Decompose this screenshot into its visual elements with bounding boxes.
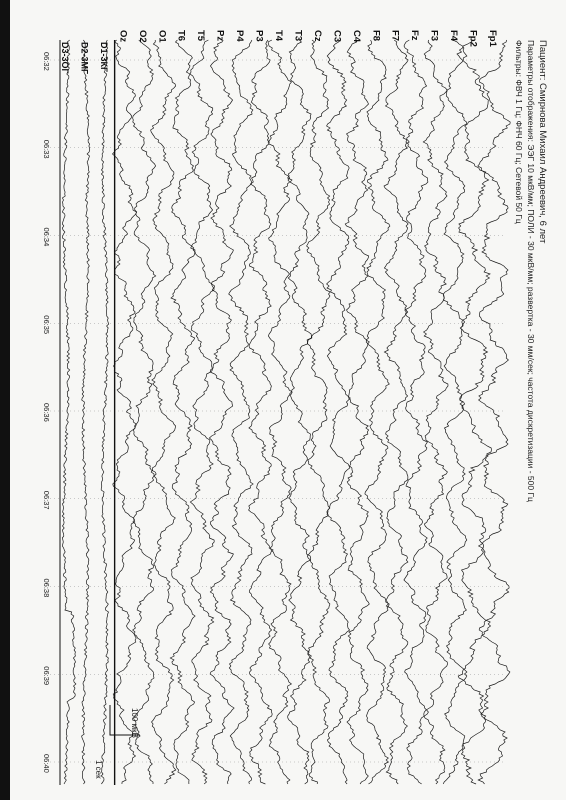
time-tick-label: 06:39 (42, 666, 51, 686)
trace-f4 (443, 40, 467, 784)
channel-label-t4: T4 (273, 30, 284, 42)
time-axis (42, 52, 51, 773)
channel-label-f4: F4 (448, 30, 460, 42)
channel-label-fp1: Fp1 (487, 30, 498, 47)
channel-label-f3: F3 (428, 30, 440, 42)
trace-t3 (288, 40, 312, 784)
channel-label-c3: C3 (331, 30, 343, 43)
channel-label-o2: O2 (136, 30, 148, 43)
filters-line: Фильтры: ФВЧ 1 Гц; ФНЧ 60 Гц; Сетевой 50 Гц (514, 40, 524, 224)
channel-label-oz: Oz (117, 30, 129, 43)
trace-o2 (133, 40, 157, 784)
channel-label-pz: Pz (214, 30, 226, 42)
time-tick-label: 06:35 (42, 315, 51, 335)
channel-label-f8: F8 (370, 30, 382, 42)
eeg-traces (60, 40, 510, 785)
trace-t4 (268, 40, 292, 784)
time-tick-label: 06:40 (42, 754, 51, 773)
trace-c4 (345, 40, 369, 784)
time-tick-label: 06:38 (42, 578, 51, 598)
time-tick-label: 06:33 (42, 139, 51, 159)
channel-label-p4: P4 (234, 30, 246, 42)
trace-f3 (423, 40, 448, 784)
channel-label-p3: P3 (253, 30, 265, 42)
trace-o1 (151, 40, 176, 784)
time-tick-label: 06:36 (42, 403, 51, 422)
channel-label-d1-3кг: D1-3КГ (98, 42, 109, 73)
trace-p3 (249, 40, 274, 784)
channel-label-cz: Cz (311, 30, 323, 42)
scale-label-time: 1 сек (94, 760, 103, 779)
time-tick-label: 06:34 (42, 227, 51, 247)
channel-label-d3-3ог: D3-3ОГ (60, 42, 70, 74)
time-tick-label: 06:32 (42, 52, 51, 71)
trace-pz (209, 40, 234, 784)
trace-t6 (170, 40, 195, 784)
params-line: Параметры отображения: ЭЭГ 10 мкВ/мм; ПОЛИ - 30 мкВ/мм; развертка - 30 мм/сек; частота дискретизации - 500 Гц (526, 40, 536, 502)
calibration-marker (94, 705, 140, 779)
time-tick-label: 06:37 (42, 490, 51, 510)
channel-label-fp2: Fp2 (467, 30, 479, 47)
channel-label-f7: F7 (389, 30, 401, 42)
scale-label: 100 мкВ (130, 708, 139, 738)
channel-label-t3: T3 (292, 30, 304, 42)
header-text (514, 40, 548, 502)
trace-d3-3ог (62, 40, 76, 784)
patient-line: Пациент: Смирнова Михаил Андреевич, 6 лет (537, 40, 548, 244)
channel-label-t6: T6 (175, 30, 187, 42)
trace-fz (404, 40, 429, 784)
channel-label-t5: T5 (195, 30, 207, 42)
trace-d2-3мг (79, 40, 90, 784)
channel-label-o1: O1 (156, 30, 168, 43)
channel-label-c4: C4 (350, 30, 362, 43)
channel-labels (60, 30, 498, 74)
trace-oz (113, 40, 137, 784)
trace-c3 (327, 40, 351, 784)
trace-fp1 (478, 40, 510, 784)
trace-cz (307, 40, 331, 784)
channel-label-fz: Fz (409, 30, 421, 41)
channel-label-d2-3мг: D2-3МГ (79, 42, 90, 75)
trace-f8 (365, 40, 390, 784)
